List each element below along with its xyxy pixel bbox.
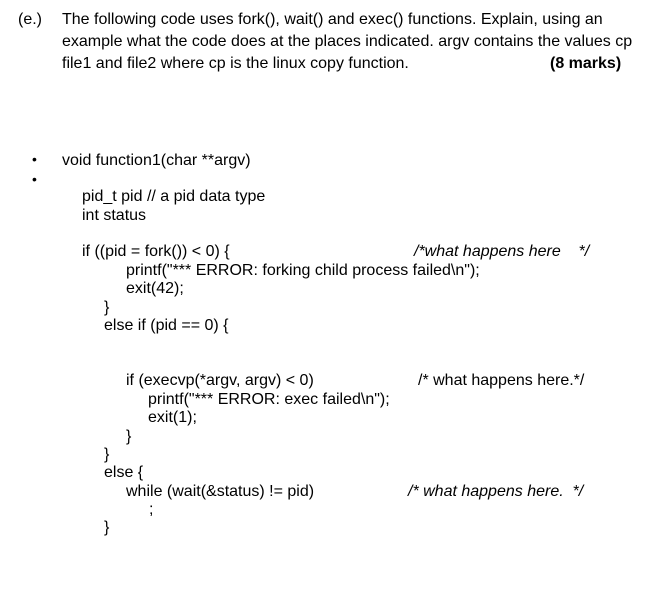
code-line-close-brace-3: } — [104, 446, 110, 463]
code-line-pid-decl: pid_t pid // a pid data type — [82, 188, 266, 205]
question-line-3: file1 and file2 where cp is the linux copy function. — [62, 55, 409, 72]
comment-what-happens-1: /*what happens here */ — [414, 243, 590, 260]
code-line-exit-1: exit(1); — [148, 409, 197, 426]
question-text — [62, 9, 642, 75]
marks-label: (8 marks) — [550, 55, 622, 72]
code-line-else-if: else if (pid == 0) { — [104, 317, 229, 334]
bullet-1: • — [32, 151, 37, 167]
code-line-close-brace-4: } — [104, 519, 110, 536]
code-line-while-wait: while (wait(&status) != pid) — [126, 483, 315, 500]
code-line-else: else { — [104, 464, 144, 481]
question-label: (e.) — [18, 11, 42, 28]
comment-what-happens-3: /* what happens here. */ — [408, 483, 584, 500]
bullet-2: • — [32, 171, 37, 187]
code-line-exit-42: exit(42); — [126, 280, 184, 297]
question-line-3-row — [62, 53, 642, 75]
comment-what-happens-2: /* what happens here.*/ — [418, 372, 585, 389]
code-line-if-execvp: if (execvp(*argv, argv) < 0) — [126, 372, 314, 389]
code-line-printf-exec-error: printf("*** ERROR: exec failed\n"); — [148, 391, 390, 408]
code-line-close-brace-1: } — [104, 299, 110, 316]
code-line-if-fork: if ((pid = fork()) < 0) { — [82, 243, 230, 260]
question-line-1: The following code uses fork(), wait() and exec() functions. Explain, using an — [62, 11, 603, 28]
code-line-semicolon: ; — [149, 501, 154, 518]
function-signature: void function1(char **argv) — [62, 152, 251, 169]
code-line-status-decl: int status — [82, 207, 147, 224]
question-line-2: example what the code does at the places indicated. argv contains the values cp — [62, 33, 633, 50]
code-line-close-brace-2: } — [126, 428, 132, 445]
code-line-printf-fork-error: printf("*** ERROR: forking child process failed\n"); — [126, 262, 480, 279]
